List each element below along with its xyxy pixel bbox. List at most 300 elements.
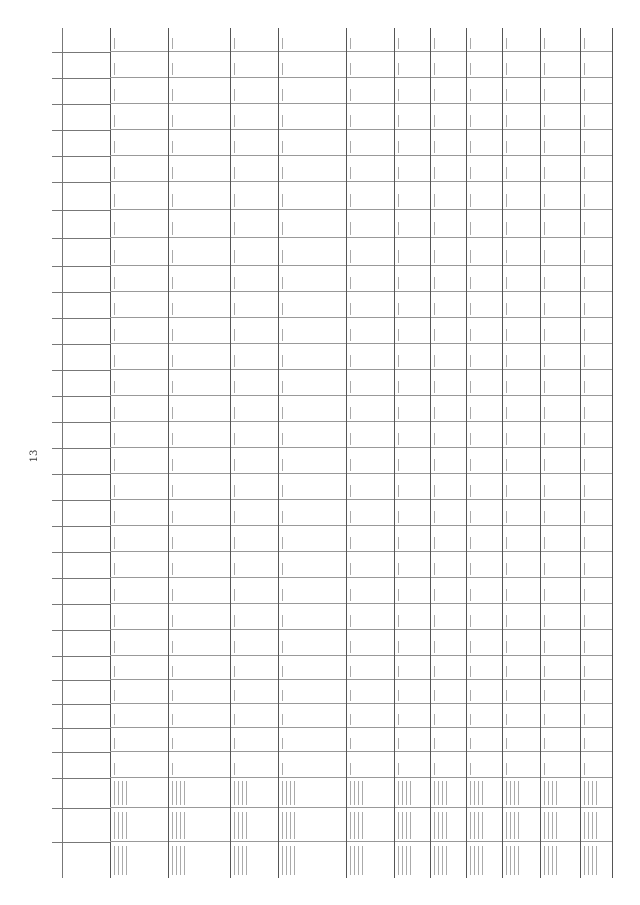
header-cell [52,52,110,78]
cell-text-mark [584,812,585,839]
cell-text-mark [470,812,471,839]
cell-text-mark [172,38,173,49]
table-row [502,28,541,878]
cell-text-mark [238,846,239,875]
cell-text-mark [478,781,479,805]
cell-text-mark [506,277,507,289]
cell-text-mark [350,277,351,289]
cell-text-mark [282,407,283,419]
cell-text-mark [114,277,115,289]
cell-text-mark [350,63,351,75]
cell-text-mark [242,781,243,805]
cell-text-mark [584,355,585,367]
cell-text-mark [556,781,557,805]
cell-text-mark [544,141,545,153]
cell-text-mark [470,115,471,127]
cell-text-mark [172,641,173,653]
cell-text-mark [398,763,399,775]
cell-text-mark [548,812,549,839]
cell-text-mark [398,615,399,627]
cell-text-mark [282,485,283,497]
header-cell [52,370,110,396]
cell-text-mark [506,194,507,207]
cell-text-mark [398,355,399,367]
cell-text-mark [398,714,399,725]
cell-text-mark [470,589,471,601]
cell-text-mark [282,329,283,341]
cell-text-mark [470,89,471,101]
header-cell [52,728,110,752]
cell-text-mark [180,812,181,839]
cell-text-mark [172,167,173,179]
cell-text-mark [434,329,435,341]
cell-text-mark [470,690,471,701]
table-row [580,28,613,878]
cell-text-mark [234,763,235,775]
cell-text-mark [234,641,235,653]
cell-text-mark [122,812,123,839]
cell-text-mark [234,194,235,207]
cell-text-mark [510,781,511,805]
cell-text-mark [172,355,173,367]
cell-text-mark [544,89,545,101]
cell-text-mark [506,407,507,419]
cell-text-mark [350,666,351,677]
cell-text-mark [584,511,585,523]
header-cell [52,104,110,130]
cell-text-mark [172,89,173,101]
cell-text-mark [518,812,519,839]
cell-text-mark [398,433,399,445]
cell-text-mark [584,329,585,341]
cell-text-mark [434,433,435,445]
cell-text-mark [584,167,585,179]
cell-text-mark [544,846,545,875]
cell-text-mark [584,141,585,153]
cell-text-mark [114,381,115,393]
cell-text-mark [398,141,399,153]
cell-text-mark [234,459,235,471]
cell-text-mark [544,381,545,393]
cell-text-mark [506,763,507,775]
header-cell [52,500,110,526]
cell-text-mark [434,763,435,775]
table-row [346,28,395,878]
cell-text-mark [282,38,283,49]
table-row [394,28,431,878]
cell-text-mark [176,812,177,839]
cell-text-mark [350,381,351,393]
cell-text-mark [114,690,115,701]
cell-text-mark [506,141,507,153]
cell-text-mark [544,329,545,341]
cell-text-mark [544,38,545,49]
cell-text-mark [234,433,235,445]
cell-text-mark [172,615,173,627]
cell-text-mark [398,194,399,207]
cell-text-mark [234,141,235,153]
cell-text-mark [114,222,115,235]
cell-text-mark [438,812,439,839]
cell-text-mark [506,714,507,725]
cell-text-mark [114,250,115,263]
cell-text-mark [398,511,399,523]
cell-text-mark [114,589,115,601]
cell-text-mark [544,250,545,263]
cell-text-mark [584,459,585,471]
cell-text-mark [544,511,545,523]
cell-text-mark [406,781,407,805]
cell-text-mark [544,485,545,497]
cell-text-mark [172,459,173,471]
cell-text-mark [286,781,287,805]
cell-text-mark [398,485,399,497]
cell-text-mark [544,615,545,627]
cell-text-mark [470,38,471,49]
cell-text-mark [234,511,235,523]
cell-text-mark [398,459,399,471]
cell-text-mark [246,812,247,839]
cell-text-mark [596,812,597,839]
header-cell [52,656,110,680]
cell-text-mark [172,714,173,725]
cell-text-mark [482,846,483,875]
cell-text-mark [118,846,119,875]
cell-text-mark [398,250,399,263]
cell-text-mark [398,167,399,179]
cell-text-mark [510,846,511,875]
cell-text-mark [588,846,589,875]
table-row [540,28,581,878]
cell-text-mark [350,89,351,101]
cell-text-mark [434,714,435,725]
cell-text-mark [470,407,471,419]
cell-text-mark [122,846,123,875]
cell-text-mark [114,355,115,367]
header-cell [52,238,110,266]
cell-text-mark [234,381,235,393]
cell-text-mark [114,194,115,207]
cell-text-mark [354,846,355,875]
cell-text-mark [282,433,283,445]
cell-text-mark [350,485,351,497]
cell-text-mark [172,666,173,677]
header-cell [52,318,110,344]
cell-text-mark [556,812,557,839]
cell-text-mark [114,781,115,805]
cell-text-mark [506,250,507,263]
cell-text-mark [506,641,507,653]
cell-text-mark [184,846,185,875]
cell-text-mark [234,666,235,677]
header-cell [52,422,110,448]
cell-text-mark [350,641,351,653]
cell-text-mark [506,666,507,677]
cell-text-mark [114,63,115,75]
cell-text-mark [282,511,283,523]
cell-text-mark [172,589,173,601]
cell-text-mark [584,763,585,775]
cell-text-mark [506,781,507,805]
cell-text-mark [596,781,597,805]
cell-text-mark [234,615,235,627]
cell-text-mark [350,690,351,701]
cell-text-mark [242,846,243,875]
cell-text-mark [402,812,403,839]
header-cell [52,182,110,210]
cell-text-mark [398,222,399,235]
cell-text-mark [350,589,351,601]
cell-text-mark [470,738,471,749]
header-cell [52,526,110,552]
cell-text-mark [434,666,435,677]
cell-text-mark [350,222,351,235]
cell-text-mark [482,812,483,839]
cell-text-mark [398,589,399,601]
rotated-table [52,28,612,878]
cell-text-mark [350,846,351,875]
cell-text-mark [114,511,115,523]
cell-text-mark [470,381,471,393]
cell-text-mark [506,115,507,127]
cell-text-mark [238,781,239,805]
cell-text-mark [506,38,507,49]
cell-text-mark [402,846,403,875]
cell-text-mark [544,812,545,839]
cell-text-mark [584,666,585,677]
cell-text-mark [126,812,127,839]
cell-text-mark [172,277,173,289]
cell-text-mark [518,846,519,875]
cell-text-mark [398,781,399,805]
cell-text-mark [544,63,545,75]
cell-text-mark [584,250,585,263]
cell-text-mark [350,167,351,179]
cell-text-mark [290,812,291,839]
cell-text-mark [398,846,399,875]
cell-text-mark [506,537,507,549]
cell-text-mark [548,781,549,805]
cell-text-mark [470,63,471,75]
cell-text-mark [118,781,119,805]
cell-text-mark [588,781,589,805]
cell-text-mark [470,763,471,775]
cell-text-mark [114,407,115,419]
cell-text-mark [544,194,545,207]
cell-text-mark [398,641,399,653]
cell-text-mark [434,563,435,575]
cell-text-mark [172,222,173,235]
cell-text-mark [506,329,507,341]
cell-text-mark [584,277,585,289]
cell-text-mark [282,846,283,875]
cell-text-mark [114,329,115,341]
cell-text-mark [406,812,407,839]
table-header [52,28,111,878]
table-row [466,28,503,878]
cell-text-mark [172,763,173,775]
cell-text-mark [282,763,283,775]
cell-text-mark [234,812,235,839]
cell-text-mark [470,641,471,653]
cell-text-mark [434,846,435,875]
cell-text-mark [584,194,585,207]
cell-text-mark [114,763,115,775]
header-cell [52,842,110,878]
cell-text-mark [234,277,235,289]
cell-text-mark [584,433,585,445]
header-cell [52,130,110,156]
cell-text-mark [172,511,173,523]
cell-text-mark [350,812,351,839]
cell-text-mark [434,690,435,701]
cell-text-mark [282,194,283,207]
cell-text-mark [362,812,363,839]
cell-text-mark [506,63,507,75]
cell-text-mark [506,812,507,839]
cell-text-mark [544,589,545,601]
cell-text-mark [398,666,399,677]
cell-text-mark [544,563,545,575]
cell-text-mark [282,222,283,235]
cell-text-mark [434,250,435,263]
cell-text-mark [172,115,173,127]
cell-text-mark [282,63,283,75]
cell-text-mark [114,714,115,725]
cell-text-mark [506,738,507,749]
cell-text-mark [282,589,283,601]
cell-text-mark [234,690,235,701]
cell-text-mark [350,738,351,749]
cell-text-mark [294,846,295,875]
header-cell [52,210,110,238]
cell-text-mark [350,355,351,367]
header-cell [52,778,110,808]
cell-text-mark [114,738,115,749]
cell-text-mark [398,38,399,49]
cell-text-mark [506,690,507,701]
header-cell [52,704,110,728]
page-number: 13 [28,449,40,463]
cell-text-mark [592,846,593,875]
cell-text-mark [434,781,435,805]
cell-text-mark [114,666,115,677]
cell-text-mark [398,812,399,839]
cell-text-mark [434,303,435,315]
cell-text-mark [434,812,435,839]
cell-text-mark [282,141,283,153]
cell-text-mark [514,781,515,805]
table-body [110,28,612,878]
cell-text-mark [478,846,479,875]
cell-text-mark [350,459,351,471]
cell-text-mark [584,714,585,725]
cell-text-mark [282,303,283,315]
cell-text-mark [410,846,411,875]
cell-text-mark [552,781,553,805]
cell-text-mark [584,641,585,653]
cell-text-mark [172,781,173,805]
cell-text-mark [584,381,585,393]
table-row [168,28,231,878]
cell-text-mark [434,277,435,289]
cell-text-mark [584,303,585,315]
cell-text-mark [398,303,399,315]
cell-text-mark [552,812,553,839]
cell-text-mark [350,537,351,549]
cell-text-mark [350,511,351,523]
cell-text-mark [584,846,585,875]
cell-text-mark [234,589,235,601]
cell-text-mark [446,846,447,875]
cell-text-mark [180,781,181,805]
header-cell [52,630,110,656]
cell-text-mark [172,329,173,341]
cell-text-mark [584,485,585,497]
cell-text-mark [588,812,589,839]
cell-text-mark [544,407,545,419]
cell-text-mark [234,355,235,367]
cell-text-mark [290,781,291,805]
cell-text-mark [114,615,115,627]
cell-text-mark [350,714,351,725]
cell-text-mark [234,329,235,341]
cell-text-mark [584,690,585,701]
cell-text-mark [544,433,545,445]
cell-text-mark [354,812,355,839]
header-cell [52,156,110,182]
cell-text-mark [434,141,435,153]
header-cell [52,578,110,604]
cell-text-mark [584,38,585,49]
cell-text-mark [234,537,235,549]
cell-text-mark [438,846,439,875]
cell-text-mark [282,714,283,725]
cell-text-mark [398,63,399,75]
cell-text-mark [406,846,407,875]
cell-text-mark [544,167,545,179]
cell-text-mark [410,781,411,805]
cell-text-mark [434,355,435,367]
cell-text-mark [172,485,173,497]
cell-text-mark [478,812,479,839]
cell-text-mark [234,485,235,497]
cell-text-mark [544,763,545,775]
cell-text-mark [234,250,235,263]
cell-text-mark [544,666,545,677]
cell-text-mark [118,812,119,839]
cell-text-mark [246,781,247,805]
cell-text-mark [544,537,545,549]
header-cell [52,604,110,630]
cell-text-mark [514,846,515,875]
cell-text-mark [506,563,507,575]
cell-text-mark [234,563,235,575]
cell-text-mark [350,38,351,49]
cell-text-mark [172,250,173,263]
cell-text-mark [470,303,471,315]
cell-text-mark [246,846,247,875]
cell-text-mark [114,38,115,49]
cell-text-mark [398,690,399,701]
cell-text-mark [282,459,283,471]
cell-text-mark [114,141,115,153]
cell-text-mark [470,485,471,497]
header-cell [52,680,110,704]
cell-text-mark [234,89,235,101]
cell-text-mark [584,738,585,749]
cell-text-mark [350,115,351,127]
